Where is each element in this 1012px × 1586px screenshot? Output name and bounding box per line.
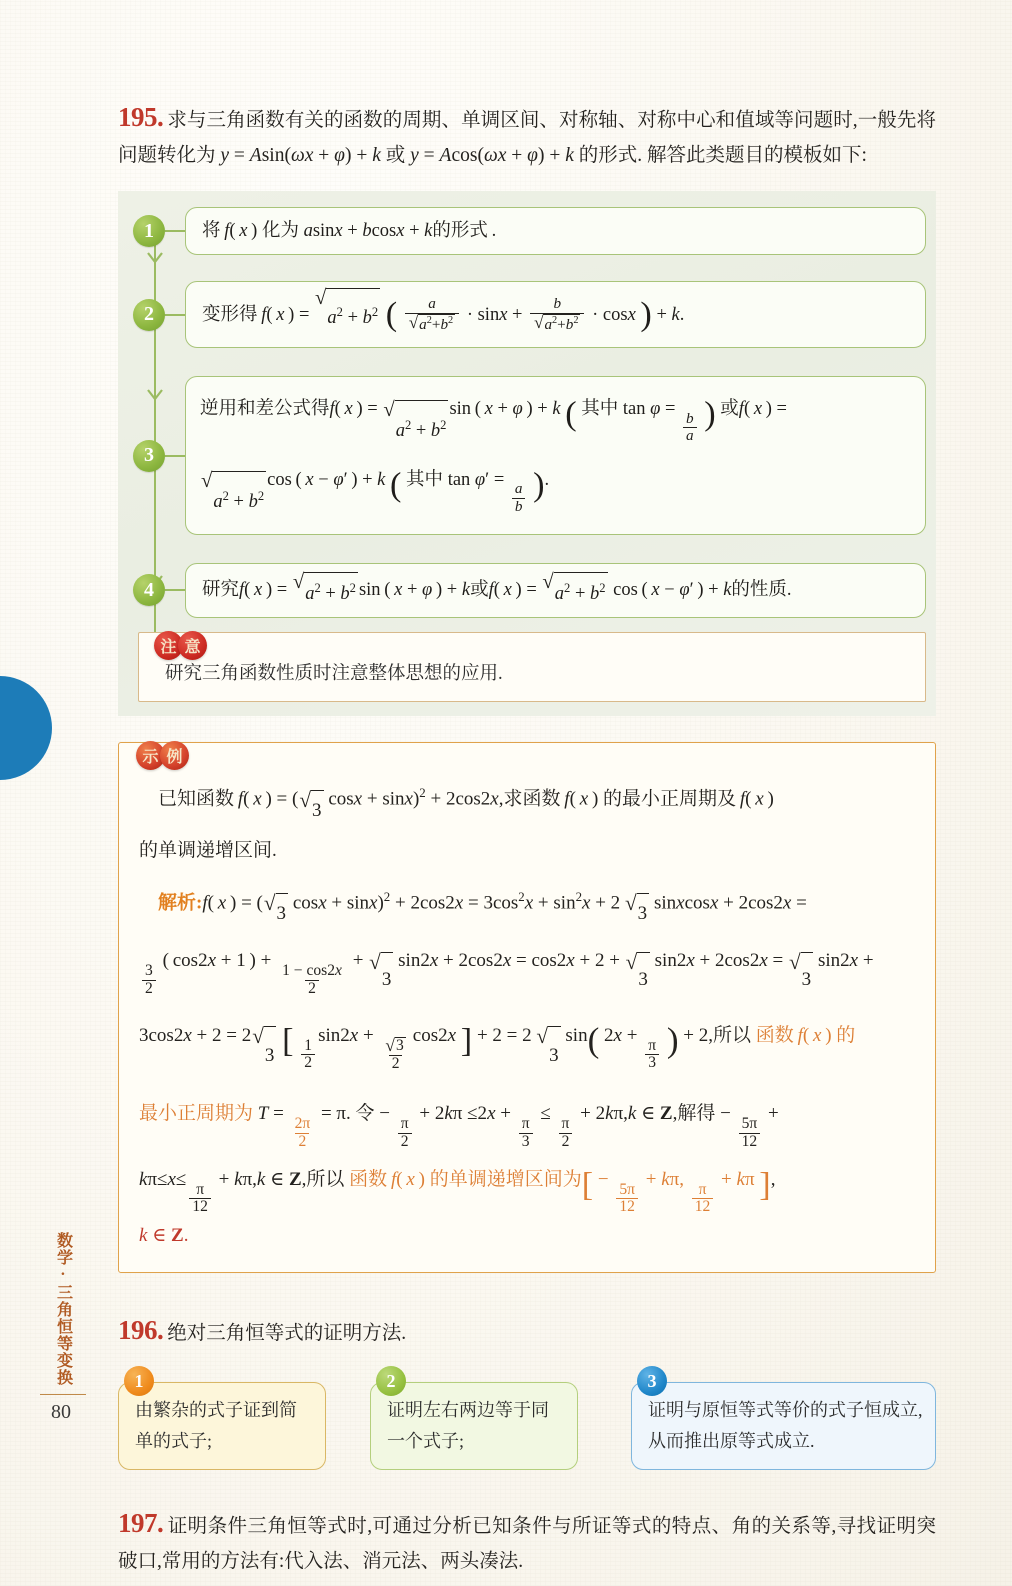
side-rail (40, 1232, 84, 1424)
example-solution-line-3: 3cos2x + 2 = 2 √ 3 [ $\frac{1}{2}$ sin2x + √ 3 2 cos2x ] + 2 = 2 √ 3 sin( 2x + $\frac{\pi}{3}$ ) + 2,所以 函数 f( x ) 的 (139, 1007, 915, 1085)
method-box-1: 由繁杂的式子证到简单的式子; (118, 1382, 326, 1470)
section-195-number: 195. (118, 102, 164, 132)
note-text: 研究三角函数性质时注意整体思想的应用. (165, 664, 503, 685)
page-number: 80 (51, 1401, 71, 1423)
flow-step-4 (128, 563, 926, 618)
flowchart-panel (118, 191, 936, 716)
flow-step-3 (128, 376, 926, 535)
flow-step-1 (128, 207, 926, 255)
section-195-paragraph (118, 100, 936, 173)
method-badge-2: 2 (376, 1366, 406, 1396)
section-196-paragraph (118, 1313, 936, 1351)
note-tag-char-2: 意 (178, 631, 207, 660)
example-body (118, 742, 936, 1273)
step-badge-3: 3 (133, 440, 165, 472)
section-197-number: 197. (118, 1508, 164, 1539)
step-connector-1 (165, 230, 185, 232)
method-cell-2 (370, 1367, 578, 1470)
method-badge-3: 3 (637, 1366, 667, 1396)
section-195-text: 求与三角函数有关的函数的周期、单调区间、对称轴、对称中心和值域等问题时,一般先将问题转化为 y = Asin(ωx + φ) + k 或 y = Acos(ωx + φ) + k 的形式. 解答此类题目的模板如下: (118, 110, 936, 166)
example-solution-line-2: $\frac{3}{2}$ ( cos2x + 1 ) + $\frac{1 - \cos 2x}{2}$ + √ 3 sin2x + 2cos2x = cos2x + 2 + √ 3 sin2x + 2cos2x = √ 3 sin2x + (139, 934, 915, 1006)
chapter-tab-marker (0, 676, 52, 780)
solution-label: 解析: (158, 891, 203, 913)
example-solution-line-4: 最小正周期为 T = $\frac{2\pi}{2}$ = π. 令 − $\frac{\pi}{2}$ + 2kπ ≤2x + $\frac{\pi}{3}$ ≤ $\frac{\pi}{2}$ + 2kπ,k ∈ Z,解得 − $\frac{5\pi}{12}$ + (139, 1102, 779, 1150)
section-196-number: 196. (118, 1315, 164, 1346)
step-box-3: 逆用和差公式得f( x ) = √ $a^2 + b^2$ sin ( x + φ ) + k ( 其中 tan φ = $\frac{b}{a}$ ) 或f( x ) = √ $a^2 + b^2$ cos ( x − φ′ ) + k ( 其中 tan φ′ = $\frac{a}{b}$ ). (185, 376, 926, 535)
step-connector-3 (165, 455, 185, 457)
example-tag (136, 741, 189, 770)
note-block (138, 632, 926, 702)
note-tag-char-1: 注 (154, 631, 183, 660)
method-box-3: 证明与原恒等式等价的式子恒成立,从而推出原等式成立. (631, 1382, 936, 1470)
section-196-text: 绝对三角恒等式的证明方法. (167, 1323, 407, 1345)
example-solution-line-1: 解析:f( x ) = ( √ 3 $\cos x + \sin x)^2 + 2\cos 2x = 3\cos^2x + \sin^2x + 2$ √ 3 sinxcosx + 2cos2x = (139, 877, 915, 935)
method-box-group (118, 1367, 936, 1470)
method-box-2: 证明左右两边等于同一个式子; (370, 1382, 578, 1470)
method-badge-1: 1 (124, 1366, 154, 1396)
step-badge-1: 1 (133, 215, 165, 247)
sidebar-vertical-title: 数学·三角恒等变换 (54, 1232, 72, 1386)
example-tag-char-2: 例 (160, 741, 189, 770)
step-badge-2: 2 (133, 299, 165, 331)
page-content (118, 0, 936, 1579)
step-connector-2 (165, 314, 185, 316)
flow-step-2 (128, 281, 926, 348)
example-solution-line-5: kπ≤x≤ $\frac{\pi}{12}$ + kπ,k ∈ Z,所以 函数 f( x ) 的单调递增区间为[ − $\frac{5\pi}{12}$ + kπ, $\frac{\pi}{12}$ + kπ ], (139, 1165, 776, 1216)
step-connector-4 (165, 589, 185, 591)
method-cell-1 (118, 1367, 326, 1470)
section-197-paragraph (118, 1506, 936, 1579)
step-box-4: 研究 f ( x ) = √ $a^2 + b^2$ sin ( x + φ ) + k 或 f ( x ) = √ $a^2 + b^2$ cos ( x − φ ′ ) + k 的性质. (185, 563, 926, 618)
example-block (118, 742, 936, 1273)
note-text-box (138, 632, 926, 702)
flow-arrow-2 (145, 388, 165, 402)
method-cell-3 (631, 1367, 936, 1470)
step-box-2: 变形得 f ( x ) = √ $a^2 + b^2$ ( a √ $a^2+b^2$ · sin x + b √ $a^2+b^2$ · cos x ) + k . (185, 281, 926, 348)
example-tag-char-1: 示 (136, 741, 165, 770)
step-box-1: 将 f ( x ) 化为 a sin x + b cos x + k 的形式 . (185, 207, 926, 255)
example-problem: 已知函数 f( x ) = ( √ 3 cosx + sinx)$^2$ + 2cos2x,求函数 f( x ) 的最小正周期及 f( x ) 的单调递增区间. (139, 785, 774, 861)
example-solution-line-6: k ∈ Z. (139, 1225, 189, 1247)
note-tag (154, 631, 207, 660)
sidebar-divider (40, 1394, 86, 1395)
section-197-text: 证明条件三角恒等式时,可通过分析已知条件与所证等式的特点、角的关系等,寻找证明突破口,常用的方法有:代入法、消元法、两头凑法. (118, 1516, 936, 1573)
step-badge-4: 4 (133, 574, 165, 606)
flow-arrow-1 (145, 251, 165, 265)
